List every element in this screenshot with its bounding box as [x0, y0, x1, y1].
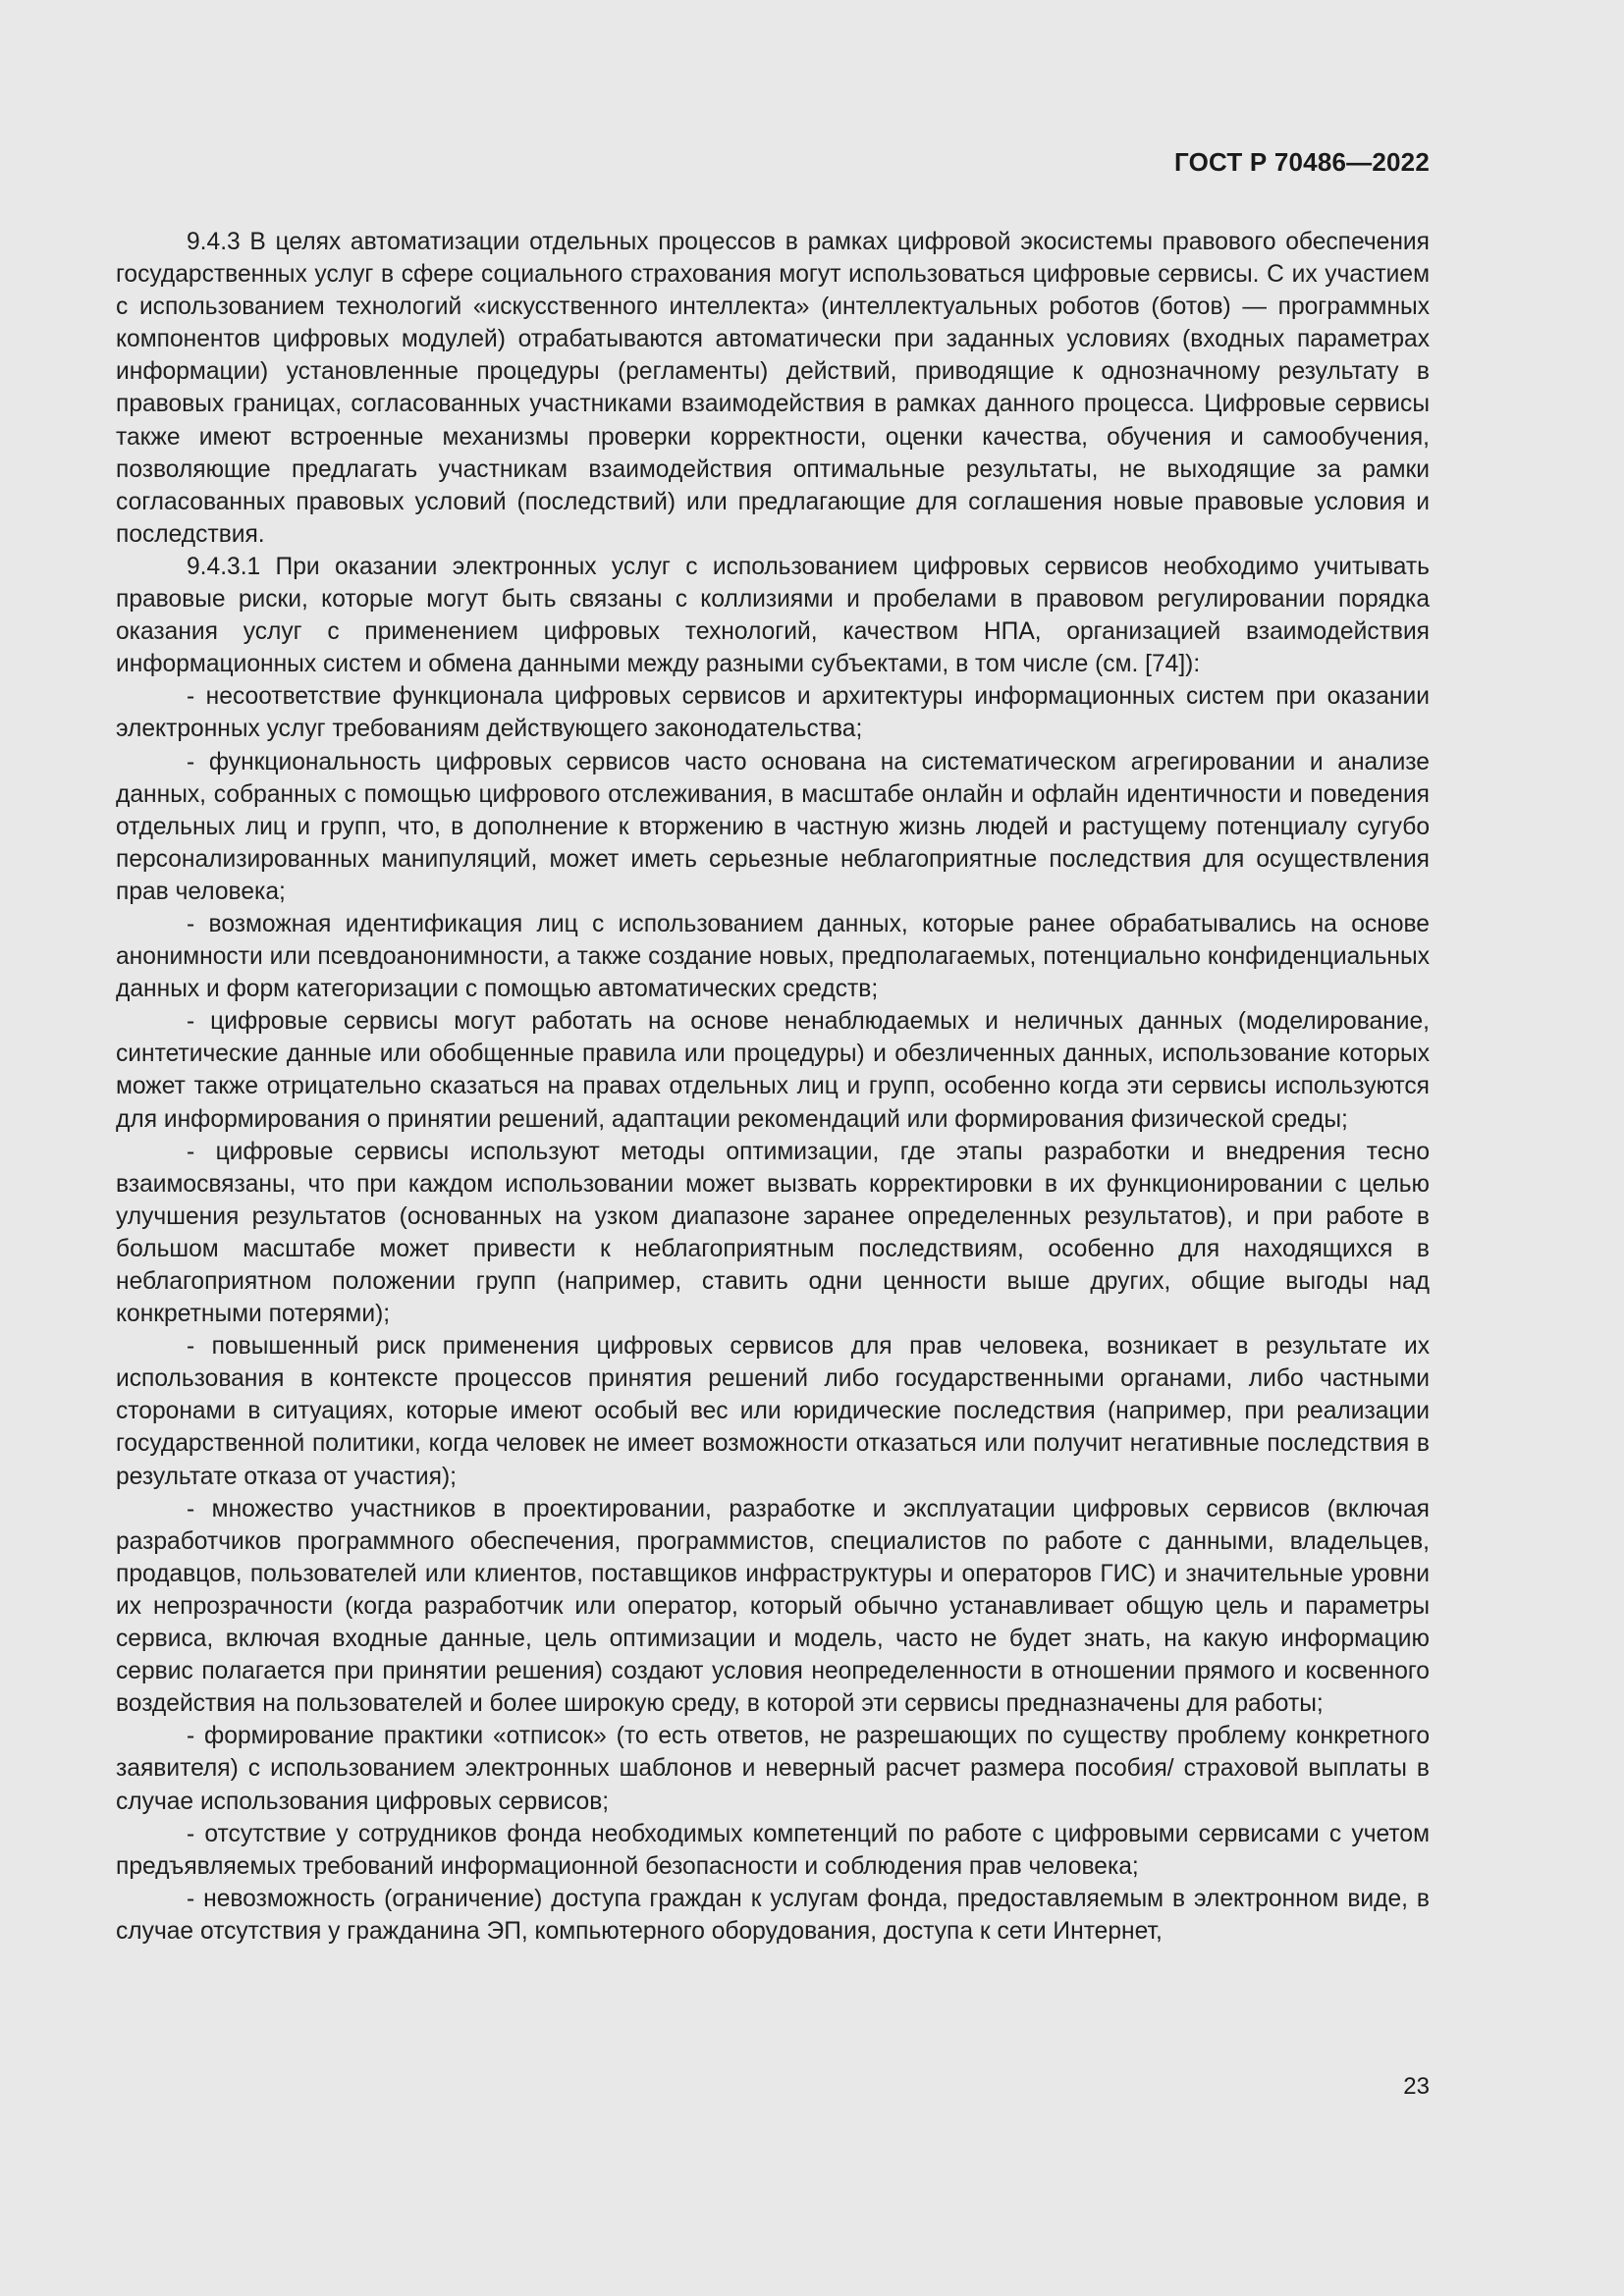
- page-number: 23: [1403, 2073, 1430, 2100]
- list-item: - функциональность цифровых сервисов часто основана на систематическом агрегировании и анализе данных, собранных с помощью цифрового отслеживания, в масштабе онлайн и офлайн идентичности и поведения отдельных лиц и групп, что, в дополнение к вторжению в частную жизнь людей и растущему потенциалу сугубо персонализированных манипуляций, может иметь серьезные неблагоприятные последствия для осуществления прав человека;: [116, 748, 1430, 905]
- document-body: [116, 226, 1430, 1948]
- paragraph-9-4-3: 9.4.3 В целях автоматизации отдельных процессов в рамках цифровой экосистемы правового обеспечения государственных услуг в сфере социального страхования могут использоваться цифровые сервисы. С их участием с использованием технологий «искусственного интеллекта» (интеллектуальных роботов (ботов) — программных компонентов цифровых модулей) отрабатываются автоматически при заданных условиях (входных параметрах информации) установленные процедуры (регламенты) действий, приводящие к однозначному результату в правовых границах, согласованных участниками взаимодействия в рамках данного процесса. Цифровые сервисы также имеют встроенные механизмы проверки корректности, оценки качества, обучения и самообучения, позволяющие предлагать участникам взаимодействия оптимальные результаты, не выходящие за рамки согласованных правовых условий (последствий) или предлагающие для соглашения новые правовые условия и последствия.: [116, 229, 1430, 548]
- paragraph-9-4-3-1: 9.4.3.1 При оказании электронных услуг с использованием цифровых сервисов необходимо учитывать правовые риски, которые могут быть связаны с коллизиями и пробелами в правовом регулировании порядка оказания услуг с применением цифровых технологий, качеством НПА, организацией взаимодействия информационных систем и обмена данными между разными субъектами, в том числе (см. [74]):: [116, 553, 1430, 678]
- document-header: ГОСТ Р 70486—2022: [1174, 147, 1430, 177]
- list-item: - повышенный риск применения цифровых сервисов для прав человека, возникает в результате их использования в контексте процессов принятия решений либо государственными органами, либо частными сторонами в ситуациях, которые имеют особый вес или юридические последствия (например, при реализации государственной политики, когда человек не имеет возможности отказаться или получит негативные последствия в результате отказа от участия);: [116, 1333, 1430, 1490]
- list-item: - отсутствие у сотрудников фонда необходимых компетенций по работе с цифровыми сервисами с учетом предъявляемых требований информационной безопасности и соблюдения прав человека;: [116, 1820, 1430, 1880]
- list-item: - формирование практики «отписок» (то есть ответов, не разрешающих по существу проблему конкретного заявителя) с использованием электронных шаблонов и неверный расчет размера пособия/ страховой выплаты в случае использования цифровых сервисов;: [116, 1723, 1430, 1815]
- list-item: - цифровые сервисы используют методы оптимизации, где этапы разработки и внедрения тесно взаимосвязаны, что при каждом использовании может вызвать корректировки в их функционировании с целью улучшения результатов (основанных на узком диапазоне заранее определенных результатов), и при работе в большом масштабе может привести к неблагоприятным последствиям, особенно для находящихся в неблагоприятном положении групп (например, ставить одни ценности выше других, общие выгоды над конкретными потерями);: [116, 1138, 1430, 1328]
- list-item: - несоответствие функционала цифровых сервисов и архитектуры информационных систем при оказании электронных услуг требованиям действующего законодательства;: [116, 683, 1430, 743]
- list-item: - множество участников в проектировании, разработке и эксплуатации цифровых сервисов (включая разработчиков программного обеспечения, программистов, специалистов по работе с данными, владельцев, продавцов, пользователей или клиентов, поставщиков инфраструктуры и операторов ГИС) и значительные уровни их непрозрачности (когда разработчик или оператор, который обычно устанавливает общую цель и параметры сервиса, включая входные данные, цель оптимизации и модель, часто не будет знать, на какую информацию сервис полагается при принятии решения) создают условия неопределенности в отношении прямого и косвенного воздействия на пользователей и более широкую среду, в которой эти сервисы предназначены для работы;: [116, 1495, 1430, 1718]
- list-item: - цифровые сервисы могут работать на основе ненаблюдаемых и неличных данных (моделирование, синтетические данные или обобщенные правила или процедуры) и обезличенных данных, использование которых может также отрицательно сказаться на правах отдельных лиц и групп, особенно когда эти сервисы используются для информирования о принятии решений, адаптации рекомендаций или формирования физической среды;: [116, 1008, 1430, 1133]
- list-item: - невозможность (ограничение) доступа граждан к услугам фонда, предоставляемым в электронном виде, в случае отсутствия у гражданина ЭП, компьютерного оборудования, доступа к сети Интернет,: [116, 1885, 1430, 1945]
- list-item: - возможная идентификация лиц с использованием данных, которые ранее обрабатывались на основе анонимности или псевдоанонимности, а также создание новых, предполагаемых, потенциально конфиденциальных данных и форм категоризации с помощью автоматических средств;: [116, 910, 1430, 1003]
